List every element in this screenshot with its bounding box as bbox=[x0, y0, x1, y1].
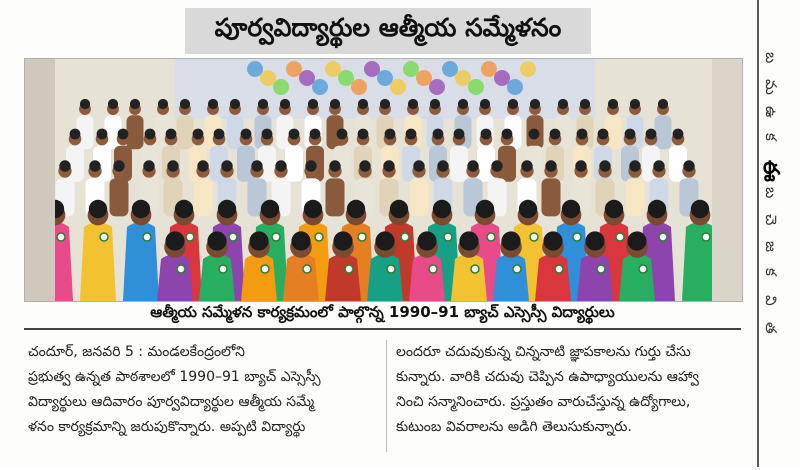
group-photo-image bbox=[25, 59, 742, 301]
person-hair bbox=[308, 99, 318, 109]
person-hair bbox=[408, 99, 418, 109]
saree bbox=[367, 254, 403, 301]
fragment-glyph: క bbox=[762, 133, 780, 141]
balloon bbox=[286, 61, 302, 77]
balloon bbox=[468, 79, 484, 95]
badge-icon bbox=[219, 265, 227, 273]
balloon bbox=[377, 70, 393, 86]
balloon bbox=[442, 61, 458, 77]
person-hair bbox=[175, 200, 193, 218]
person-hair bbox=[653, 160, 664, 171]
person-hair bbox=[165, 231, 184, 250]
fragment-glyph: జ bbox=[762, 241, 780, 252]
person-hair bbox=[80, 99, 90, 109]
person-hair bbox=[562, 200, 580, 218]
badge-icon bbox=[303, 265, 311, 273]
person-hair bbox=[630, 99, 640, 109]
group-photo bbox=[24, 58, 743, 302]
person-hair bbox=[529, 129, 540, 140]
person-hair bbox=[304, 200, 322, 218]
balloon bbox=[494, 70, 510, 86]
person-hair bbox=[193, 129, 204, 140]
saree bbox=[409, 254, 445, 301]
person-hair bbox=[310, 129, 321, 140]
person-hair bbox=[347, 200, 365, 218]
badge-icon bbox=[616, 233, 624, 241]
balloon bbox=[299, 70, 315, 86]
person-hair bbox=[558, 99, 568, 109]
person-hair bbox=[683, 160, 694, 171]
person-hair bbox=[59, 160, 70, 171]
person-hair bbox=[413, 160, 424, 171]
person-hair bbox=[280, 99, 290, 109]
badge-icon bbox=[597, 265, 605, 273]
person-hair bbox=[430, 99, 440, 109]
balloon bbox=[507, 79, 523, 95]
person-hair bbox=[97, 129, 108, 140]
badge-icon bbox=[401, 233, 409, 241]
badge-icon bbox=[639, 265, 647, 273]
person-body bbox=[285, 146, 303, 182]
person-hair bbox=[508, 99, 518, 109]
saree bbox=[493, 254, 529, 301]
person-hair bbox=[673, 129, 684, 140]
saree bbox=[451, 254, 487, 301]
balloon bbox=[520, 61, 536, 77]
article-column-right bbox=[396, 340, 746, 440]
article-line: లందరూ చదువుకున్న చిన్ననాటి జ్ఞాపకాలను గుర్తు చేసు bbox=[396, 344, 691, 360]
badge-icon bbox=[429, 265, 437, 273]
person-hair bbox=[333, 231, 352, 250]
person-hair bbox=[390, 200, 408, 218]
person-body bbox=[194, 178, 213, 216]
person-hair bbox=[305, 160, 316, 171]
person-hair bbox=[241, 129, 252, 140]
person-hair bbox=[258, 99, 268, 109]
badge-icon bbox=[229, 233, 237, 241]
column-divider bbox=[386, 340, 387, 452]
person-hair bbox=[275, 160, 286, 171]
person-body bbox=[655, 115, 672, 149]
person-hair bbox=[89, 200, 107, 218]
person-hair bbox=[577, 129, 588, 140]
person-hair bbox=[648, 200, 666, 218]
person-body bbox=[177, 115, 194, 149]
person-hair bbox=[291, 231, 310, 250]
article-line: చందూర్, జనవరి 5 : మండలకేంద్రంలోని bbox=[28, 344, 245, 360]
person-hair bbox=[330, 99, 340, 109]
saree bbox=[241, 254, 277, 301]
person-body bbox=[626, 178, 645, 216]
badge-icon bbox=[186, 233, 194, 241]
photo-edge-right bbox=[712, 59, 742, 301]
saree bbox=[199, 254, 235, 301]
person-hair bbox=[502, 129, 513, 140]
person-hair bbox=[417, 231, 436, 250]
person-hair bbox=[433, 129, 444, 140]
person-hair bbox=[627, 231, 646, 250]
person-body bbox=[450, 146, 468, 182]
person-hair bbox=[337, 129, 348, 140]
fragment-glyph: మ bbox=[762, 79, 780, 95]
photo-caption: ఆత్మీయ సమ్మేళన కార్యక్రమంలో పాల్గొన్న 1990–91 బ్యాచ్ ఎస్సెస్సీ విద్యార్థులు bbox=[24, 300, 741, 330]
fragment-glyph: క bbox=[762, 268, 780, 276]
saree bbox=[123, 222, 159, 301]
person-hair bbox=[207, 231, 226, 250]
person-hair bbox=[230, 99, 240, 109]
person-hair bbox=[459, 231, 478, 250]
person-hair bbox=[467, 160, 478, 171]
badge-icon bbox=[315, 233, 323, 241]
fragment-glyph: బ bbox=[762, 52, 780, 64]
person-body bbox=[127, 115, 144, 149]
person-hair bbox=[197, 160, 208, 171]
person-hair bbox=[530, 99, 540, 109]
person-hair bbox=[629, 160, 640, 171]
person-hair bbox=[454, 129, 465, 140]
saree bbox=[535, 254, 571, 301]
person-hair bbox=[249, 231, 268, 250]
person-hair bbox=[521, 160, 532, 171]
badge-icon bbox=[57, 233, 65, 241]
fragment-glyph: ఈ bbox=[758, 160, 783, 182]
fragment-glyph: ఉ bbox=[762, 106, 780, 118]
person-hair bbox=[108, 99, 118, 109]
person-hair bbox=[480, 99, 490, 109]
balloon bbox=[273, 79, 289, 95]
person-hair bbox=[646, 129, 657, 140]
saree bbox=[325, 254, 361, 301]
person-hair bbox=[358, 129, 369, 140]
balloon bbox=[338, 70, 354, 86]
person-hair bbox=[262, 129, 273, 140]
person-body bbox=[410, 178, 429, 216]
saree bbox=[157, 254, 193, 301]
article-column-left bbox=[28, 340, 378, 440]
person-hair bbox=[145, 129, 156, 140]
balloon bbox=[416, 70, 432, 86]
person-hair bbox=[476, 200, 494, 218]
person-hair bbox=[143, 160, 154, 171]
fragment-glyph: బ bbox=[762, 187, 780, 199]
balloon bbox=[325, 61, 341, 77]
balloon bbox=[429, 79, 445, 95]
article-line: నించి సన్మానించారు. ప్రస్తుతం వారుచేస్తున్న ఉద్యోగాలు, bbox=[396, 394, 691, 410]
article-line: కుటుంబ వివరాలను అడిగి తెలుసుకున్నారు. bbox=[396, 419, 632, 435]
badge-icon bbox=[659, 233, 667, 241]
person-hair bbox=[180, 99, 190, 109]
person-body bbox=[542, 178, 561, 216]
person-hair bbox=[261, 200, 279, 218]
person-hair bbox=[543, 231, 562, 250]
person-hair bbox=[545, 160, 556, 171]
balloon bbox=[455, 70, 471, 86]
badge-icon bbox=[261, 265, 269, 273]
person-hair bbox=[491, 160, 502, 171]
person-hair bbox=[458, 99, 468, 109]
badge-icon bbox=[702, 233, 710, 241]
balloon bbox=[364, 61, 380, 77]
balloon bbox=[481, 61, 497, 77]
person-hair bbox=[113, 160, 124, 171]
person-hair bbox=[289, 129, 300, 140]
person-hair bbox=[132, 200, 150, 218]
badge-icon bbox=[358, 233, 366, 241]
person-hair bbox=[118, 129, 129, 140]
balloon bbox=[403, 61, 419, 77]
person-hair bbox=[433, 200, 451, 218]
badge-icon bbox=[555, 265, 563, 273]
person-hair bbox=[167, 160, 178, 171]
article-line: ళనం కార్యక్రమాన్ని జరుపుకొన్నారు. అప్పటి విద్యార్థు bbox=[28, 419, 306, 435]
badge-icon bbox=[573, 233, 581, 241]
person-hair bbox=[218, 200, 236, 218]
badge-icon bbox=[272, 233, 280, 241]
badge-icon bbox=[513, 265, 521, 273]
person-hair bbox=[575, 160, 586, 171]
balloon bbox=[260, 70, 276, 86]
saree bbox=[80, 222, 116, 301]
badge-icon bbox=[177, 265, 185, 273]
photo-edge-left bbox=[25, 59, 55, 301]
person-hair bbox=[406, 129, 417, 140]
fragment-glyph: చె bbox=[762, 214, 780, 226]
person-hair bbox=[385, 129, 396, 140]
saree bbox=[619, 254, 655, 301]
person-hair bbox=[214, 129, 225, 140]
article-line: కున్నారు. వారికి చదువు చెప్పిన ఉపాధ్యాయులను ఆహ్వా bbox=[396, 369, 699, 385]
person-hair bbox=[437, 160, 448, 171]
person-hair bbox=[519, 200, 537, 218]
saree bbox=[577, 254, 613, 301]
person-body bbox=[110, 178, 129, 216]
person-hair bbox=[358, 99, 368, 109]
person-hair bbox=[130, 99, 140, 109]
article-line: ప్రభుత్వ ఉన్నత పాఠశాలలో 1990–91 బ్యాచ్ ఎస్సెస్సీ bbox=[28, 369, 321, 385]
person-hair bbox=[585, 231, 604, 250]
person-hair bbox=[550, 129, 561, 140]
person-hair bbox=[221, 160, 232, 171]
badge-icon bbox=[530, 233, 538, 241]
person-hair bbox=[380, 99, 390, 109]
person-hair bbox=[383, 160, 394, 171]
person-hair bbox=[329, 160, 340, 171]
person-hair bbox=[89, 160, 100, 171]
person-hair bbox=[691, 200, 709, 218]
person-hair bbox=[359, 160, 370, 171]
balloon bbox=[312, 79, 328, 95]
person-hair bbox=[251, 160, 262, 171]
person-hair bbox=[158, 99, 168, 109]
balloon bbox=[247, 61, 263, 77]
badge-icon bbox=[143, 233, 151, 241]
person-hair bbox=[598, 129, 609, 140]
badge-icon bbox=[387, 265, 395, 273]
person-hair bbox=[208, 99, 218, 109]
person-hair bbox=[166, 129, 177, 140]
person-hair bbox=[375, 231, 394, 250]
headline: పూర్వవిద్యార్థుల ఆత్మీయ సమ్మేళనం bbox=[185, 8, 591, 54]
person-hair bbox=[70, 129, 81, 140]
person-hair bbox=[599, 160, 610, 171]
person-hair bbox=[625, 129, 636, 140]
fragment-glyph: వి bbox=[762, 295, 780, 306]
person-hair bbox=[658, 99, 668, 109]
person-body bbox=[326, 178, 345, 216]
person-hair bbox=[605, 200, 623, 218]
balloon bbox=[351, 79, 367, 95]
person-hair bbox=[501, 231, 520, 250]
article-line: విద్యార్థులు ఆదివారం పూర్వవిద్యార్థుల ఆత్మీయ సమ్మే bbox=[28, 394, 315, 410]
badge-icon bbox=[487, 233, 495, 241]
badge-icon bbox=[100, 233, 108, 241]
badge-icon bbox=[444, 233, 452, 241]
person-hair bbox=[481, 129, 492, 140]
badge-icon bbox=[471, 265, 479, 273]
adjacent-column-fragment bbox=[758, 50, 796, 470]
fragment-glyph: త bbox=[762, 322, 780, 334]
balloon bbox=[390, 79, 406, 95]
badge-icon bbox=[345, 265, 353, 273]
person-hair bbox=[608, 99, 618, 109]
person-hair bbox=[580, 99, 590, 109]
saree bbox=[283, 254, 319, 301]
